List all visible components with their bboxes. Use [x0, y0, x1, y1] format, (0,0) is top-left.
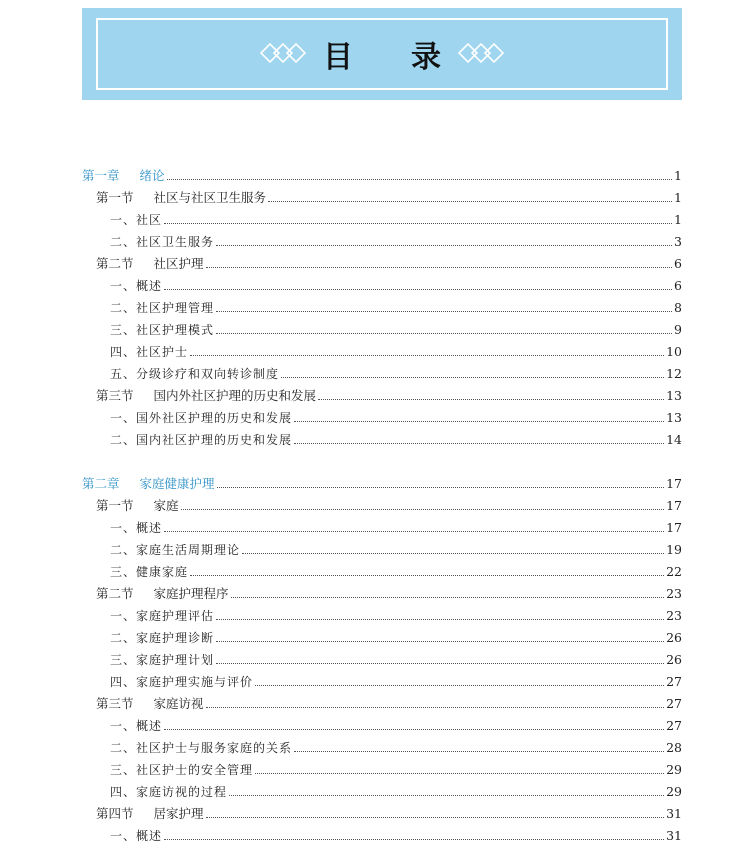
dot-leader	[294, 750, 664, 752]
toc-entry-label	[82, 673, 253, 690]
toc-entry-label	[82, 827, 162, 844]
dot-leader	[164, 728, 664, 730]
toc-entry-title: 概述	[136, 718, 163, 733]
toc-entry-label	[82, 584, 229, 602]
dot-leader	[181, 508, 665, 510]
toc-subsection[interactable]	[82, 296, 682, 318]
toc-entry-title: 概述	[136, 278, 163, 293]
toc-entry-number: 第二节	[96, 256, 134, 271]
toc-page-number: 6	[674, 277, 682, 293]
toc-entry-label	[82, 541, 240, 558]
toc-subsection[interactable]	[82, 274, 682, 296]
toc-entry-label	[82, 694, 204, 712]
toc-entry-number: 第四节	[96, 806, 134, 821]
toc-entry-number: 二、	[110, 542, 137, 557]
toc-page-number: 28	[666, 739, 682, 755]
dot-leader	[255, 684, 664, 686]
toc-chapter[interactable]	[82, 164, 682, 186]
toc-entry-number: 二、	[110, 740, 137, 755]
dot-leader	[216, 332, 672, 334]
title-char-right: 录	[411, 40, 441, 75]
toc-entry-number: 二、	[110, 432, 137, 447]
dot-leader	[229, 794, 664, 796]
dot-leader	[216, 244, 672, 246]
toc-page-number: 17	[666, 497, 682, 513]
toc-page-number: 27	[666, 717, 682, 733]
toc-subsection[interactable]	[82, 208, 682, 230]
dot-leader	[231, 596, 665, 598]
dot-leader	[216, 662, 664, 664]
toc-page-number: 27	[666, 673, 682, 689]
toc-banner	[82, 8, 682, 100]
toc-entry-label	[82, 277, 162, 294]
toc-entry-label	[82, 321, 214, 338]
table-of-contents	[82, 164, 682, 846]
toc-entry-label	[82, 431, 292, 448]
dot-leader	[294, 420, 664, 422]
toc-entry-title: 健康家庭	[136, 564, 189, 579]
toc-entry-number: 第一节	[96, 190, 134, 205]
toc-entry-title: 社区卫生服务	[136, 234, 215, 249]
toc-entry-label	[82, 651, 214, 668]
toc-entry-label	[82, 211, 162, 228]
dot-leader	[206, 706, 665, 708]
dot-leader	[167, 178, 672, 180]
toc-entry-label	[82, 519, 162, 536]
toc-subsection[interactable]	[82, 340, 682, 362]
dot-leader	[281, 376, 664, 378]
toc-page-number: 23	[666, 585, 682, 601]
toc-entry-title: 家庭访视	[153, 696, 204, 711]
dot-leader	[294, 442, 664, 444]
toc-chapter[interactable]	[82, 472, 682, 494]
toc-entry-label	[82, 386, 316, 404]
toc-entry-number: 三、	[110, 564, 137, 579]
toc-subsection[interactable]	[82, 670, 682, 692]
toc-page-number: 17	[666, 519, 682, 535]
toc-subsection[interactable]	[82, 428, 682, 450]
toc-subsection[interactable]	[82, 538, 682, 560]
toc-entry-title: 家庭护理计划	[136, 652, 215, 667]
toc-entry-title: 家庭护理评估	[136, 608, 215, 623]
toc-page-number: 17	[666, 475, 682, 491]
toc-entry-title: 国外社区护理的历史和发展	[136, 410, 293, 425]
toc-entry-label	[82, 607, 214, 624]
toc-section[interactable]	[82, 384, 682, 406]
toc-entry-title: 家庭生活周期理论	[136, 542, 241, 557]
toc-entry-title: 家庭健康护理	[139, 476, 215, 491]
toc-entry-title: 居家护理	[153, 806, 204, 821]
toc-entry-number: 第三节	[96, 388, 134, 403]
dot-leader	[217, 486, 665, 488]
toc-page-number: 22	[666, 563, 682, 579]
toc-entry-label	[82, 365, 279, 382]
toc-page-number: 10	[666, 343, 682, 359]
dot-leader	[206, 816, 665, 818]
toc-subsection[interactable]	[82, 318, 682, 340]
toc-entry-title: 社区护士	[136, 344, 189, 359]
toc-entry-number: 三、	[110, 762, 137, 777]
toc-entry-title: 社区护士的安全管理	[136, 762, 254, 777]
toc-entry-title: 国内社区护理的历史和发展	[136, 432, 293, 447]
toc-entry-number: 一、	[110, 828, 137, 843]
toc-section[interactable]	[82, 186, 682, 208]
toc-section[interactable]	[82, 582, 682, 604]
dot-leader	[255, 772, 664, 774]
toc-subsection[interactable]	[82, 516, 682, 538]
toc-entry-number: 一、	[110, 718, 137, 733]
diamond-ornament-left-icon	[259, 37, 311, 72]
toc-entry-title: 社区	[136, 212, 163, 227]
toc-entry-number: 第三节	[96, 696, 134, 711]
toc-entry-label	[82, 166, 165, 184]
toc-page-number: 12	[666, 365, 682, 381]
toc-entry-label	[82, 717, 162, 734]
toc-entry-number: 一、	[110, 410, 137, 425]
toc-subsection[interactable]	[82, 824, 682, 846]
toc-entry-label	[82, 233, 214, 250]
toc-entry-label	[82, 409, 292, 426]
toc-subsection[interactable]	[82, 406, 682, 428]
toc-subsection[interactable]	[82, 560, 682, 582]
toc-subsection[interactable]	[82, 362, 682, 384]
title-char-left: 目	[323, 40, 353, 75]
toc-entry-label	[82, 496, 179, 514]
dot-leader	[190, 354, 664, 356]
toc-entry-title: 概述	[136, 520, 163, 535]
dot-leader	[242, 552, 664, 554]
toc-entry-title: 家庭护理实施与评价	[136, 674, 254, 689]
toc-page-number: 23	[666, 607, 682, 623]
toc-subsection[interactable]	[82, 626, 682, 648]
toc-page-number: 29	[666, 783, 682, 799]
toc-entry-label	[82, 299, 214, 316]
toc-entry-title: 家庭	[153, 498, 179, 513]
toc-page-number: 31	[666, 827, 682, 843]
toc-entry-title: 绪论	[139, 168, 165, 183]
toc-page-number: 26	[666, 651, 682, 667]
dot-leader	[164, 530, 664, 532]
toc-page-number: 1	[674, 167, 682, 183]
toc-subsection[interactable]	[82, 604, 682, 626]
toc-subsection[interactable]	[82, 230, 682, 252]
toc-entry-number: 第二章	[82, 476, 120, 491]
diamond-ornament-right-icon	[453, 37, 505, 72]
dot-leader	[318, 398, 664, 400]
toc-section[interactable]	[82, 494, 682, 516]
toc-entry-label	[82, 474, 215, 492]
dot-leader	[164, 288, 672, 290]
toc-page-number: 1	[674, 189, 682, 205]
dot-leader	[268, 200, 672, 202]
toc-entry-title: 社区与社区卫生服务	[153, 190, 267, 205]
dot-leader	[216, 618, 664, 620]
toc-entry-number: 一、	[110, 608, 137, 623]
toc-entry-title: 社区护理管理	[136, 300, 215, 315]
toc-subsection[interactable]	[82, 780, 682, 802]
toc-page-number: 9	[674, 321, 682, 337]
toc-page-number: 8	[674, 299, 682, 315]
toc-section[interactable]	[82, 802, 682, 824]
toc-entry-title: 概述	[136, 828, 163, 843]
toc-page-number: 29	[666, 761, 682, 777]
page-title	[247, 32, 517, 76]
toc-entry-number: 一、	[110, 212, 137, 227]
toc-entry-title: 国内外社区护理的历史和发展	[153, 388, 317, 403]
toc-entry-number: 第一章	[82, 168, 120, 183]
dot-leader	[216, 640, 664, 642]
toc-entry-number: 第一节	[96, 498, 134, 513]
toc-entry-title: 家庭访视的过程	[136, 784, 228, 799]
toc-page-number: 6	[674, 255, 682, 271]
toc-page-number: 31	[666, 805, 682, 821]
toc-page-number: 19	[666, 541, 682, 557]
toc-entry-label	[82, 804, 204, 822]
toc-entry-number: 四、	[110, 784, 137, 799]
toc-page-number: 14	[666, 431, 682, 447]
toc-subsection[interactable]	[82, 736, 682, 758]
toc-entry-number: 二、	[110, 630, 137, 645]
toc-entry-number: 三、	[110, 322, 137, 337]
dot-leader	[190, 574, 664, 576]
toc-entry-title: 家庭护理诊断	[136, 630, 215, 645]
toc-entry-title: 家庭护理程序	[153, 586, 229, 601]
toc-entry-label	[82, 563, 188, 580]
banner-frame	[96, 18, 668, 90]
toc-entry-number: 一、	[110, 278, 137, 293]
toc-subsection[interactable]	[82, 758, 682, 780]
toc-entry-title: 分级诊疗和双向转诊制度	[136, 366, 280, 381]
dot-leader	[164, 838, 664, 840]
toc-subsection[interactable]	[82, 648, 682, 670]
toc-entry-label	[82, 761, 253, 778]
toc-section[interactable]	[82, 252, 682, 274]
toc-page-number: 27	[666, 695, 682, 711]
toc-entry-title: 社区护理	[153, 256, 204, 271]
toc-entry-label	[82, 188, 266, 206]
toc-page-number: 13	[666, 387, 682, 403]
toc-entry-title: 社区护士与服务家庭的关系	[136, 740, 293, 755]
toc-page-number: 13	[666, 409, 682, 425]
toc-entry-label	[82, 254, 204, 272]
toc-entry-number: 第二节	[96, 586, 134, 601]
toc-subsection[interactable]	[82, 714, 682, 736]
toc-entry-label	[82, 629, 214, 646]
dot-leader	[206, 266, 672, 268]
toc-entry-label	[82, 783, 227, 800]
toc-page-number: 3	[674, 233, 682, 249]
dot-leader	[216, 310, 672, 312]
toc-entry-number: 四、	[110, 344, 137, 359]
toc-entry-title: 社区护理模式	[136, 322, 215, 337]
toc-page-number: 26	[666, 629, 682, 645]
toc-entry-number: 一、	[110, 520, 137, 535]
toc-entry-number: 三、	[110, 652, 137, 667]
toc-entry-number: 四、	[110, 674, 137, 689]
toc-entry-number: 二、	[110, 300, 137, 315]
toc-section[interactable]	[82, 692, 682, 714]
toc-entry-number: 二、	[110, 234, 137, 249]
toc-entry-number: 五、	[110, 366, 137, 381]
toc-entry-label	[82, 739, 292, 756]
dot-leader	[164, 222, 672, 224]
toc-entry-label	[82, 343, 188, 360]
toc-page-number: 1	[674, 211, 682, 227]
